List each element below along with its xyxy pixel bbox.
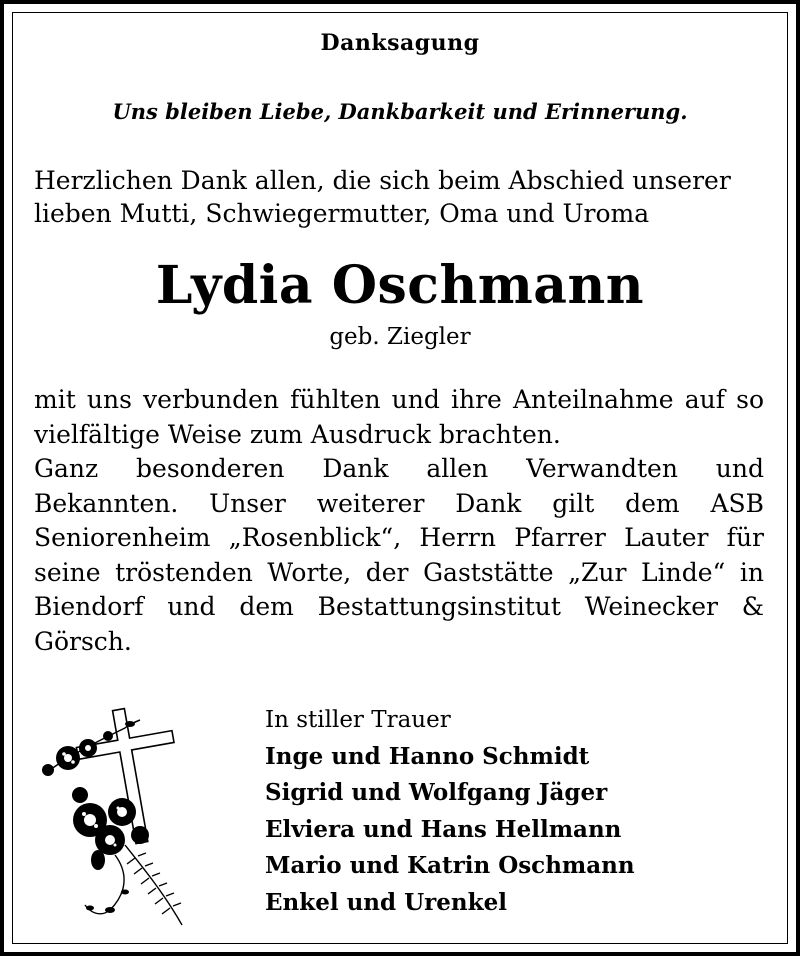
- mourner-name: Enkel und Urenkel: [265, 888, 507, 916]
- mourner-name: Sigrid und Wolfgang Jäger: [265, 779, 608, 806]
- intro-line-2: lieben Mutti, Schwiegermutter, Oma und Uroma: [34, 199, 650, 228]
- sign-off: [265, 702, 635, 921]
- intro-line-1: Herzlichen Dank allen, die sich beim Abschied unserer: [34, 166, 731, 195]
- mourner-name: Inge und Hanno Schmidt: [265, 742, 590, 770]
- notice-heading: Danksagung: [320, 30, 480, 56]
- mourner-name: Elviera und Hans Hellmann: [265, 815, 622, 843]
- notice-motto: Uns bleiben Liebe, Dankbarkeit und Erinnerung.: [112, 99, 688, 124]
- cross-with-roses-icon: [30, 700, 200, 935]
- maiden-name: geb. Ziegler: [329, 324, 471, 350]
- thanks-text: [34, 383, 764, 659]
- thanks-paragraph-2: Ganz besonderen Dank allen Verwandten und Bekannten. Unser weiterer Dank gilt dem ASB Seniorenheim „Rosenblick“, Herrn Pfarrer Lauter für seine tröstenden Worte, der Gaststätte „Zur Linde“ in Biendorf und dem Bestattungsinstitut Weinecker & Görsch.: [34, 454, 764, 656]
- closing-phrase: In stiller Trauer: [265, 707, 451, 733]
- mourner-name: Mario und Katrin Oschmann: [265, 852, 635, 879]
- thanks-paragraph-1: mit uns verbunden fühlten und ihre Anteilnahme auf so vielfältige Weise zum Ausdruck brachten.: [34, 385, 764, 449]
- intro-text: [34, 164, 766, 230]
- deceased-name: Lydia Oschmann: [155, 255, 645, 316]
- mourner-list: [265, 739, 635, 922]
